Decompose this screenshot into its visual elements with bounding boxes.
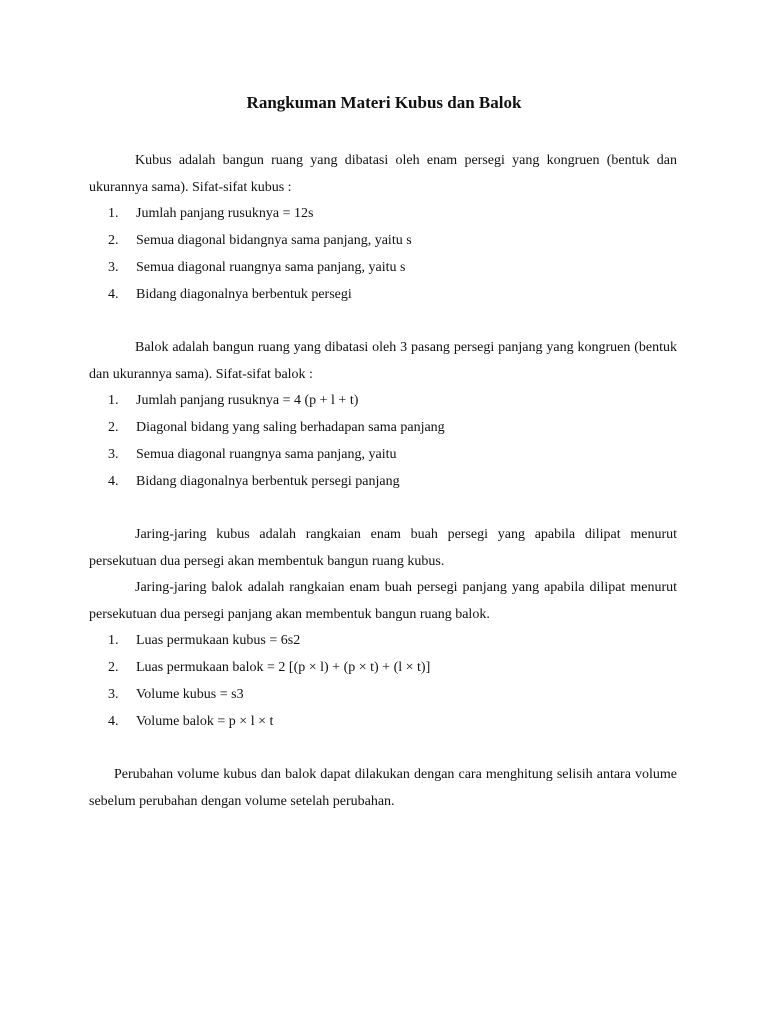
list-item: 4. Bidang diagonalnya berbentuk persegi xyxy=(108,287,352,302)
list-item: 4. Bidang diagonalnya berbentuk persegi panjang xyxy=(108,474,400,489)
list-item: 2. Luas permukaan balok = 2 [(p × l) + (p × t) + (l × t)] xyxy=(108,660,431,675)
list-item: 3. Semua diagonal ruangnya sama panjang, yaitu s xyxy=(108,260,406,275)
balok-intro: Balok adalah bangun ruang yang dibatasi oleh 3 pasang persegi panjang yang kongruen (bentuk dan ukurannya sama). Sifat-sifat balok : xyxy=(89,340,677,382)
list-item: 1. Luas permukaan kubus = 6s2 xyxy=(108,633,301,648)
kubus-properties-list xyxy=(108,200,668,308)
page-title: Rangkuman Materi Kubus dan Balok xyxy=(246,93,522,112)
list-item: 3. Semua diagonal ruangnya sama panjang, yaitu xyxy=(108,447,397,462)
jaring-kubus-paragraph: Jaring-jaring kubus adalah rangkaian enam buah persegi yang apabila dilipat menurut persekutuan dua persegi akan membentuk bangun ruang kubus. xyxy=(89,527,677,569)
list-item: 2. Semua diagonal bidangnya sama panjang, yaitu s xyxy=(108,233,412,248)
kubus-intro: Kubus adalah bangun ruang yang dibatasi oleh enam persegi yang kongruen (bentuk dan ukurannya sama). Sifat-sifat kubus : xyxy=(89,153,677,195)
list-item: 1. Jumlah panjang rusuknya = 4 (p + l + t) xyxy=(108,393,359,408)
formula-list xyxy=(108,627,668,735)
list-item: 3. Volume kubus = s3 xyxy=(108,687,244,702)
list-item: 1. Jumlah panjang rusuknya = 12s xyxy=(108,206,314,221)
list-item: 2. Diagonal bidang yang saling berhadapan sama panjang xyxy=(108,420,445,435)
jaring-balok-paragraph: Jaring-jaring balok adalah rangkaian enam buah persegi panjang yang apabila dilipat menurut persekutuan dua persegi panjang akan membentuk bangun ruang balok. xyxy=(89,580,677,622)
perubahan-paragraph: Perubahan volume kubus dan balok dapat dilakukan dengan cara menghitung selisih antara volume sebelum perubahan dengan volume setelah perubahan. xyxy=(89,767,677,809)
balok-properties-list xyxy=(108,387,668,495)
list-item: 4. Volume balok = p × l × t xyxy=(108,714,274,729)
